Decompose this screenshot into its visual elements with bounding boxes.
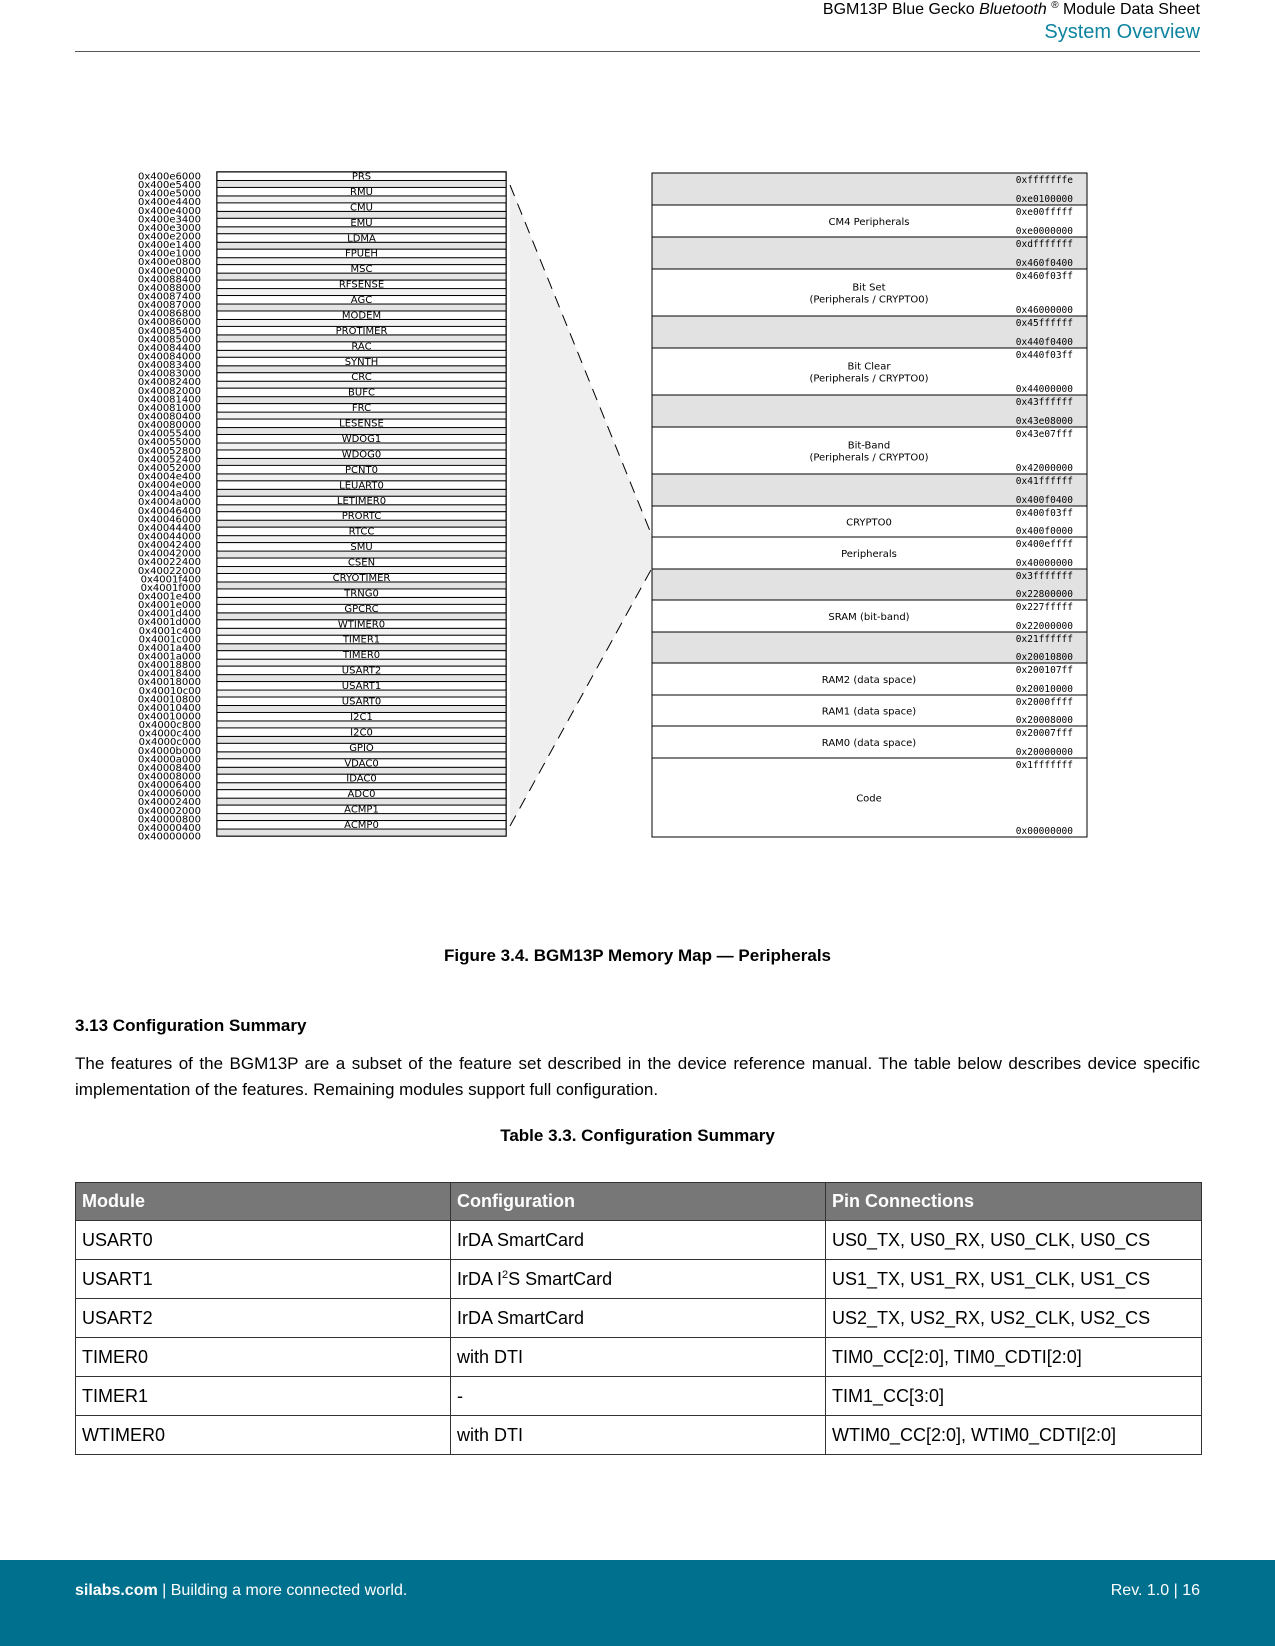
doc-title-prefix: BGM13P Blue Gecko — [822, 1, 980, 18]
peripheral-address: 0x40010000 — [137, 711, 201, 723]
peripheral-address: 0x4004a400 — [138, 488, 201, 500]
cell-module: USART1 — [76, 1260, 451, 1299]
peripheral-name: CMU — [350, 202, 373, 214]
peripheral-address: 0x4001d000 — [137, 617, 201, 629]
peripheral-address: 0x40002000 — [137, 805, 201, 817]
peripheral-address: 0x400e1000 — [138, 248, 201, 260]
region-top-address: 0x45ffffff — [1015, 318, 1073, 329]
region-bottom-address: 0x44000000 — [1015, 384, 1073, 395]
cell-pins: US2_TX, US2_RX, US2_CLK, US2_CS — [826, 1299, 1202, 1338]
peripheral-name: ACMP1 — [344, 804, 379, 816]
peripheral-address: 0x40006400 — [137, 780, 201, 792]
cell-pins: TIM1_CC[3:0] — [826, 1377, 1202, 1416]
memory-region-list — [652, 173, 1087, 837]
peripheral-address: 0x40010800 — [137, 694, 201, 706]
peripheral-address: 0x40000400 — [137, 822, 201, 834]
peripheral-address: 0x4001c400 — [138, 625, 201, 637]
peripheral-name: AGC — [350, 295, 373, 307]
region-top-address: 0xe00fffff — [1015, 207, 1073, 218]
footer-tagline-text: | Building a more connected world. — [157, 1582, 408, 1599]
peripheral-address: 0x40002400 — [137, 797, 201, 809]
peripheral-name: TRNG0 — [344, 588, 379, 600]
peripheral-address: 0x40085000 — [137, 334, 201, 346]
peripheral-name: I2C1 — [350, 711, 373, 723]
figure-caption: Figure 3.4. BGM13P Memory Map — Peripherals — [443, 946, 832, 965]
header-pin-connections: Pin Connections — [826, 1183, 1202, 1221]
peripheral-name: PCNT0 — [345, 464, 378, 476]
peripheral-address: 0x40000000 — [137, 831, 201, 843]
peripheral-address: 0x40052400 — [137, 454, 201, 466]
cell-configuration — [451, 1260, 826, 1299]
peripheral-name: RAC — [351, 341, 372, 353]
region-bottom-address: 0x22000000 — [1015, 621, 1073, 632]
peripheral-address: 0x40018000 — [137, 677, 201, 689]
peripheral-name: USART1 — [341, 681, 382, 693]
peripheral-name: I2C0 — [350, 727, 373, 739]
region-top-address: 0x227fffff — [1015, 602, 1073, 613]
peripheral-name: WDOG1 — [341, 434, 382, 446]
region-label: SRAM (bit-band) — [828, 612, 910, 623]
region-top-address: 0xfffffffe — [1015, 175, 1073, 186]
cell-pins: US0_TX, US0_RX, US0_CLK, US0_CS — [826, 1221, 1202, 1260]
peripheral-address: 0x40022400 — [137, 557, 201, 569]
peripheral-name: ACMP0 — [344, 820, 379, 832]
region-label: Peripherals — [841, 549, 897, 560]
peripheral-address: 0x4001a400 — [138, 642, 201, 654]
region-bottom-address: 0x22800000 — [1015, 589, 1073, 600]
region-bottom-address: 0x40000000 — [1015, 558, 1073, 569]
table-row — [76, 1260, 1202, 1299]
peripheral-name: FRC — [351, 403, 372, 415]
footer-tagline — [75, 1582, 407, 1600]
config-superscript: 2 — [502, 1268, 509, 1281]
peripheral-address: 0x40018800 — [137, 660, 201, 672]
region-top-address: 0xdfffffff — [1015, 239, 1073, 250]
peripheral-name: WTIMER0 — [337, 619, 386, 631]
peripheral-name: ADC0 — [347, 789, 376, 801]
cell-module: USART0 — [76, 1221, 451, 1260]
peripheral-name: MODEM — [341, 310, 382, 322]
peripheral-address: 0x40044000 — [137, 531, 201, 543]
region-top-address: 0x400f03ff — [1015, 508, 1073, 519]
peripheral-address: 0x40052800 — [137, 445, 201, 457]
peripheral-address: 0x4001e400 — [138, 591, 201, 603]
peripheral-name: EMU — [350, 217, 373, 229]
config-text: IrDA I — [457, 1268, 503, 1289]
peripheral-address: 0x4001a000 — [138, 651, 201, 663]
cell-pins: US1_TX, US1_RX, US1_CLK, US1_CS — [826, 1260, 1202, 1299]
region-bottom-address: 0x20000000 — [1015, 747, 1073, 758]
table-header-row — [76, 1183, 1202, 1221]
cell-pins: WTIM0_CC[2:0], WTIM0_CDTI[2:0] — [826, 1416, 1202, 1455]
peripheral-name: WDOG0 — [341, 449, 382, 461]
peripheral-address: 0x4001c000 — [138, 634, 201, 646]
peripheral-address: 0x40008000 — [137, 771, 201, 783]
region-bottom-address: 0x42000000 — [1015, 463, 1073, 474]
peripheral-address: 0x4000c000 — [138, 737, 201, 749]
peripheral-address: 0x400e3400 — [138, 214, 201, 226]
cell-configuration: IrDA SmartCard — [451, 1221, 826, 1260]
peripheral-name: FPUEH — [345, 248, 378, 260]
region-label: Code — [856, 793, 882, 805]
peripheral-address: 0x40052000 — [137, 462, 201, 474]
region-top-address: 0x41ffffff — [1015, 476, 1073, 487]
region-label: CRYPTO0 — [846, 517, 892, 529]
peripheral-list — [138, 171, 506, 842]
peripheral-address: 0x40055400 — [137, 428, 201, 440]
peripheral-name: MSC — [350, 264, 373, 276]
peripheral-name: SYNTH — [344, 356, 379, 368]
region-bottom-address: 0x00000000 — [1015, 826, 1073, 837]
peripheral-address: 0x4000c400 — [138, 728, 201, 740]
table-row — [76, 1416, 1202, 1455]
peripheral-address: 0x400e4000 — [138, 205, 201, 217]
peripheral-name: CRYOTIMER — [332, 572, 391, 584]
peripheral-name: VDAC0 — [344, 758, 379, 770]
peripheral-address: 0x40081000 — [137, 402, 201, 414]
peripheral-name: CSEN — [347, 557, 376, 569]
peripheral-address: 0x4000a000 — [138, 754, 201, 766]
region-label: (Peripherals / CRYPTO0) — [809, 373, 929, 385]
region-bottom-address: 0x440f0400 — [1015, 337, 1073, 348]
peripheral-name: PRS — [351, 171, 372, 183]
peripheral-name: LETIMER0 — [336, 495, 387, 507]
region-top-address: 0x1fffffff — [1015, 760, 1073, 771]
region-bottom-address: 0x20008000 — [1015, 715, 1073, 726]
peripheral-name: PRORTC — [341, 511, 382, 523]
peripheral-address: 0x40081400 — [137, 394, 201, 406]
region-label: RAM2 (data space) — [821, 675, 917, 686]
table-row — [76, 1338, 1202, 1377]
zoom-wedge — [510, 185, 652, 826]
peripheral-address: 0x40022000 — [137, 565, 201, 577]
peripheral-name: RMU — [350, 186, 373, 198]
peripheral-address: 0x40086800 — [137, 308, 201, 320]
peripheral-address: 0x40083000 — [137, 368, 201, 380]
peripheral-address: 0x4000c800 — [138, 720, 201, 732]
cell-module: TIMER0 — [76, 1338, 451, 1377]
region-bottom-address: 0x400f0000 — [1015, 526, 1073, 537]
region-top-address: 0x43e07fff — [1015, 429, 1073, 440]
peripheral-address: 0x40042400 — [137, 540, 201, 552]
peripheral-address: 0x4001f000 — [140, 582, 201, 594]
peripheral-name: SMU — [350, 542, 373, 554]
cell-pins: TIM0_CC[2:0], TIM0_CDTI[2:0] — [826, 1338, 1202, 1377]
region-top-address: 0x440f03ff — [1015, 350, 1073, 361]
registered-mark: ® — [1051, 0, 1059, 11]
cell-configuration: - — [451, 1377, 826, 1416]
peripheral-address: 0x40044400 — [137, 522, 201, 534]
region-top-address: 0x400effff — [1015, 539, 1073, 550]
peripheral-address: 0x400e5000 — [138, 188, 201, 200]
doc-title-suffix: Module Data Sheet — [1058, 1, 1200, 18]
peripheral-address: 0x4001f400 — [140, 574, 201, 586]
region-bottom-address: 0x46000000 — [1015, 305, 1073, 316]
peripheral-address: 0x40088000 — [137, 282, 201, 294]
region-bottom-address: 0xe0000000 — [1015, 226, 1073, 237]
peripheral-address: 0x40087000 — [137, 300, 201, 312]
peripheral-name: RTCC — [348, 526, 375, 538]
cell-module: WTIMER0 — [76, 1416, 451, 1455]
peripheral-name: CRC — [351, 372, 372, 384]
peripheral-name: IDAC0 — [346, 773, 377, 785]
region-top-address: 0x43ffffff — [1015, 397, 1073, 408]
peripheral-address: 0x40082000 — [137, 385, 201, 397]
region-bottom-address: 0x400f0400 — [1015, 495, 1073, 506]
region-bottom-address: 0x43e08000 — [1015, 416, 1073, 427]
peripheral-address: 0x40080400 — [137, 411, 201, 423]
peripheral-name: PROTIMER — [335, 325, 388, 337]
peripheral-address: 0x400e2000 — [138, 231, 201, 243]
configuration-table — [75, 1182, 1202, 1455]
peripheral-address: 0x4004a000 — [138, 497, 201, 509]
table-row — [76, 1221, 1202, 1260]
region-label: (Peripherals / CRYPTO0) — [809, 294, 929, 306]
peripheral-address: 0x4000b000 — [137, 745, 201, 757]
peripheral-address: 0x40055000 — [137, 437, 201, 449]
peripheral-address: 0x40046000 — [137, 514, 201, 526]
peripheral-address: 0x40008400 — [137, 762, 201, 774]
region-label: Bit Clear — [847, 361, 891, 373]
peripheral-address: 0x40082400 — [137, 377, 201, 389]
peripheral-address: 0x400e1400 — [138, 240, 201, 252]
peripheral-address: 0x400e5400 — [138, 180, 201, 192]
peripheral-address: 0x4001e000 — [138, 600, 201, 612]
peripheral-address: 0x40088400 — [137, 274, 201, 286]
peripheral-address: 0x40006000 — [137, 788, 201, 800]
region-bottom-address: 0x460f0400 — [1015, 258, 1073, 269]
region-label: (Peripherals / CRYPTO0) — [809, 452, 929, 464]
region-top-address: 0x20007fff — [1015, 728, 1073, 739]
peripheral-address: 0x400e6000 — [138, 171, 201, 183]
header-module: Module — [76, 1183, 451, 1221]
peripheral-address: 0x40086000 — [137, 317, 201, 329]
region-top-address: 0x460f03ff — [1015, 271, 1073, 282]
peripheral-address: 0x40087400 — [137, 291, 201, 303]
peripheral-name: USART2 — [341, 665, 382, 677]
cell-configuration: IrDA SmartCard — [451, 1299, 826, 1338]
peripheral-address: 0x4004e000 — [138, 480, 201, 492]
zoom-connector — [510, 185, 652, 826]
peripheral-name: TIMER1 — [342, 634, 381, 646]
peripheral-address: 0x400e0000 — [138, 265, 201, 277]
peripheral-address: 0x40085400 — [137, 325, 201, 337]
footer-revision: Rev. 1.0 | 16 — [1110, 1582, 1200, 1599]
section-title: 3.13 Configuration Summary — [75, 1016, 307, 1035]
region-label: Bit Set — [852, 282, 886, 294]
peripheral-address: 0x400e3000 — [138, 222, 201, 234]
peripheral-address: 0x40083400 — [137, 360, 201, 372]
cell-module: USART2 — [76, 1299, 451, 1338]
region-bottom-address: 0xe0100000 — [1015, 194, 1073, 205]
peripheral-name: LESENSE — [339, 418, 384, 430]
region-label: RAM0 (data space) — [821, 738, 917, 749]
peripheral-address: 0x400e0800 — [138, 257, 201, 269]
peripheral-name: GPIO — [349, 742, 374, 754]
peripheral-name: LEUART0 — [339, 480, 384, 492]
peripheral-address: 0x40018400 — [137, 668, 201, 680]
table-caption: Table 3.3. Configuration Summary — [500, 1126, 775, 1145]
page-footer — [0, 1560, 1275, 1646]
peripheral-address: 0x40080000 — [137, 420, 201, 432]
table-row — [76, 1377, 1202, 1416]
peripheral-address: 0x40010400 — [137, 702, 201, 714]
peripheral-address: 0x40010c00 — [138, 685, 201, 697]
config-text: S SmartCard — [508, 1268, 613, 1289]
peripheral-address: 0x40084000 — [137, 351, 201, 363]
peripheral-address: 0x4001d400 — [137, 608, 201, 620]
region-bottom-address: 0x20010800 — [1015, 652, 1073, 663]
region-top-address: 0x21ffffff — [1015, 634, 1073, 645]
doc-title-italic: Bluetooth — [979, 1, 1047, 18]
section-header: System Overview — [1044, 21, 1200, 43]
peripheral-address: 0x40000800 — [137, 814, 201, 826]
cell-module: TIMER1 — [76, 1377, 451, 1416]
peripheral-name: BUFC — [348, 387, 375, 399]
region-top-address: 0x200107ff — [1015, 665, 1073, 676]
peripheral-address: 0x40042000 — [137, 548, 201, 560]
peripheral-name: GPCRC — [344, 603, 379, 615]
peripheral-name: TIMER0 — [342, 650, 381, 662]
footer-brand-link[interactable]: silabs.com — [75, 1582, 158, 1599]
body-paragraph: The features of the BGM13P are a subset of the feature set described in the device reference manual. The table below describes device specific implementation of the features. Remaining modules support full configuration. — [75, 1054, 1200, 1099]
table-row — [76, 1299, 1202, 1338]
region-bottom-address: 0x20010000 — [1015, 684, 1073, 695]
region-label: RAM1 (data space) — [821, 706, 917, 718]
region-top-address: 0x3fffffff — [1015, 571, 1073, 582]
peripheral-address: 0x400e4400 — [138, 197, 201, 209]
peripheral-name: RFSENSE — [338, 279, 385, 291]
region-top-address: 0x2000ffff — [1015, 697, 1073, 708]
header-configuration: Configuration — [451, 1183, 826, 1221]
cell-configuration: with DTI — [451, 1338, 826, 1377]
peripheral-address: 0x40084400 — [137, 342, 201, 354]
region-label: CM4 Peripherals — [828, 217, 910, 228]
peripheral-name: LDMA — [347, 233, 376, 245]
cell-configuration: with DTI — [451, 1416, 826, 1455]
peripheral-address: 0x4004e400 — [138, 471, 201, 483]
peripheral-address: 0x40046400 — [137, 505, 201, 517]
region-label: Bit-Band — [847, 440, 891, 452]
peripheral-name: USART0 — [341, 696, 382, 708]
